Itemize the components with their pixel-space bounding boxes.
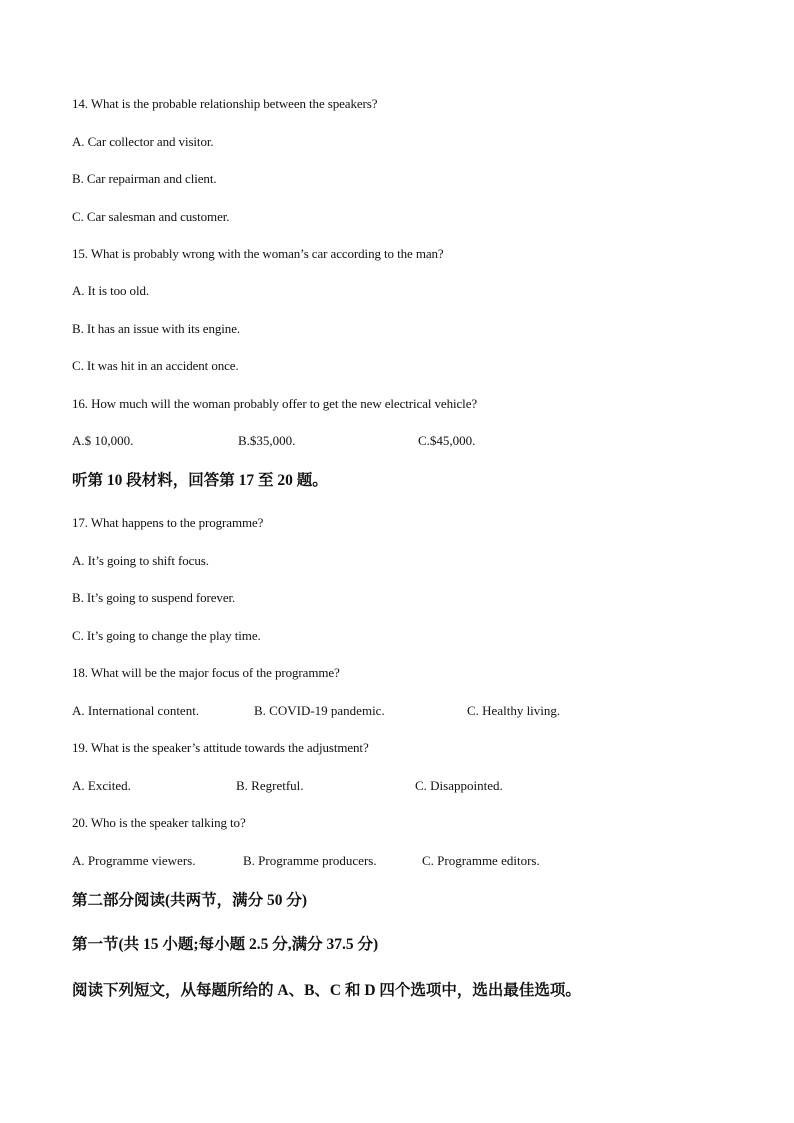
q20-option-b: B. Programme producers. xyxy=(243,853,377,868)
q16-option-b: B.$35,000. xyxy=(238,433,296,448)
question-15: 15. What is probably wrong with the woman’s car according to the man? xyxy=(72,246,444,261)
q17-option-b: B. It’s going to suspend forever. xyxy=(72,590,236,605)
question-19: 19. What is the speaker’s attitude towards the adjustment? xyxy=(72,740,369,755)
q17-option-c: C. It’s going to change the play time. xyxy=(72,628,261,643)
part-2-heading: 第二部分阅读(共两节，满分 50 分) xyxy=(72,892,308,909)
question-16: 16. How much will the woman probably offer to get the new electrical vehicle? xyxy=(72,396,478,411)
q15-option-c: C. It was hit in an accident once. xyxy=(72,358,239,373)
question-18: 18. What will be the major focus of the programme? xyxy=(72,665,340,680)
q14-option-b: B. Car repairman and client. xyxy=(72,171,217,186)
q16-option-c: C.$45,000. xyxy=(418,433,476,448)
question-20: 20. Who is the speaker talking to? xyxy=(72,815,246,830)
q16-option-a: A.$ 10,000. xyxy=(72,433,134,448)
q19-option-c: C. Disappointed. xyxy=(415,778,503,793)
section-1-heading: 第一节(共 15 小题;每小题 2.5 分,满分 37.5 分) xyxy=(72,936,379,953)
q19-option-a: A. Excited. xyxy=(72,778,131,793)
q17-option-a: A. It’s going to shift focus. xyxy=(72,553,209,568)
q14-option-c: C. Car salesman and customer. xyxy=(72,209,230,224)
q18-option-b: B. COVID-19 pandemic. xyxy=(254,703,385,718)
q14-option-a: A. Car collector and visitor. xyxy=(72,134,214,149)
q20-option-c: C. Programme editors. xyxy=(422,853,540,868)
q15-option-b: B. It has an issue with its engine. xyxy=(72,321,241,336)
q20-option-a: A. Programme viewers. xyxy=(72,853,196,868)
question-14: 14. What is the probable relationship between the speakers? xyxy=(72,96,378,111)
section-10-heading: 听第 10 段材料，回答第 17 至 20 题。 xyxy=(72,472,328,489)
reading-instruction: 阅读下列短文，从每题所给的 A、B、C 和 D 四个选项中，选出最佳选项。 xyxy=(72,982,581,999)
q18-option-c: C. Healthy living. xyxy=(467,703,561,718)
question-17: 17. What happens to the programme? xyxy=(72,515,264,530)
q19-option-b: B. Regretful. xyxy=(236,778,304,793)
q18-option-a: A. International content. xyxy=(72,703,200,718)
q15-option-a: A. It is too old. xyxy=(72,283,150,298)
